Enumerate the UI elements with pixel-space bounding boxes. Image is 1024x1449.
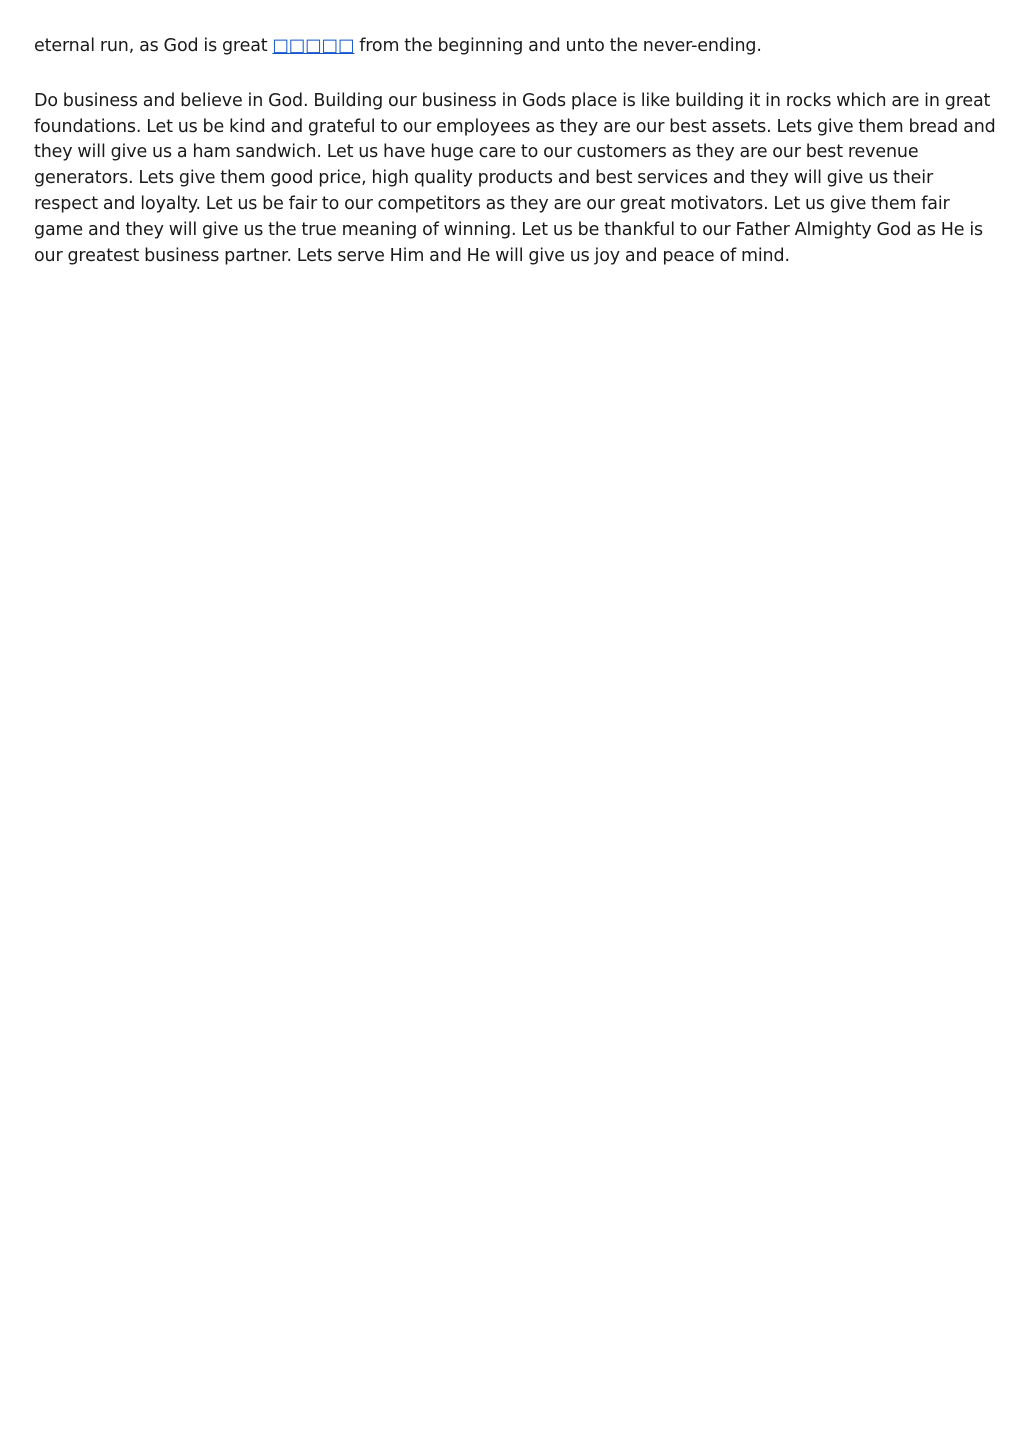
document-body (34, 34, 996, 269)
paragraph-1 (34, 34, 996, 60)
paragraph-1-text-end: from the beginning and unto the never-ending. (354, 36, 762, 56)
paragraph-2: Do business and believe in God. Building our business in Gods place is like building it in rocks which are in great foundations. Let us be kind and grateful to our employees as they are our best assets. Lets give them bread and they will give us a ham sandwich. Let us have huge care to our customers as they are our best revenue generators. Lets give them good price, high quality products and best services and they will give us their respect and loyalty. Let us be fair to our competitors as they are our great motivators. Let us give them fair game and they will give us the true meaning of winning. Let us be thankful to our Father Almighty God as He is our greatest business partner. Lets serve Him and He will give us joy and peace of mind. (34, 90, 996, 266)
inline-link[interactable]: □□□□□ (272, 36, 355, 56)
paragraph-1-text-start: eternal run, as God is great (34, 36, 273, 56)
